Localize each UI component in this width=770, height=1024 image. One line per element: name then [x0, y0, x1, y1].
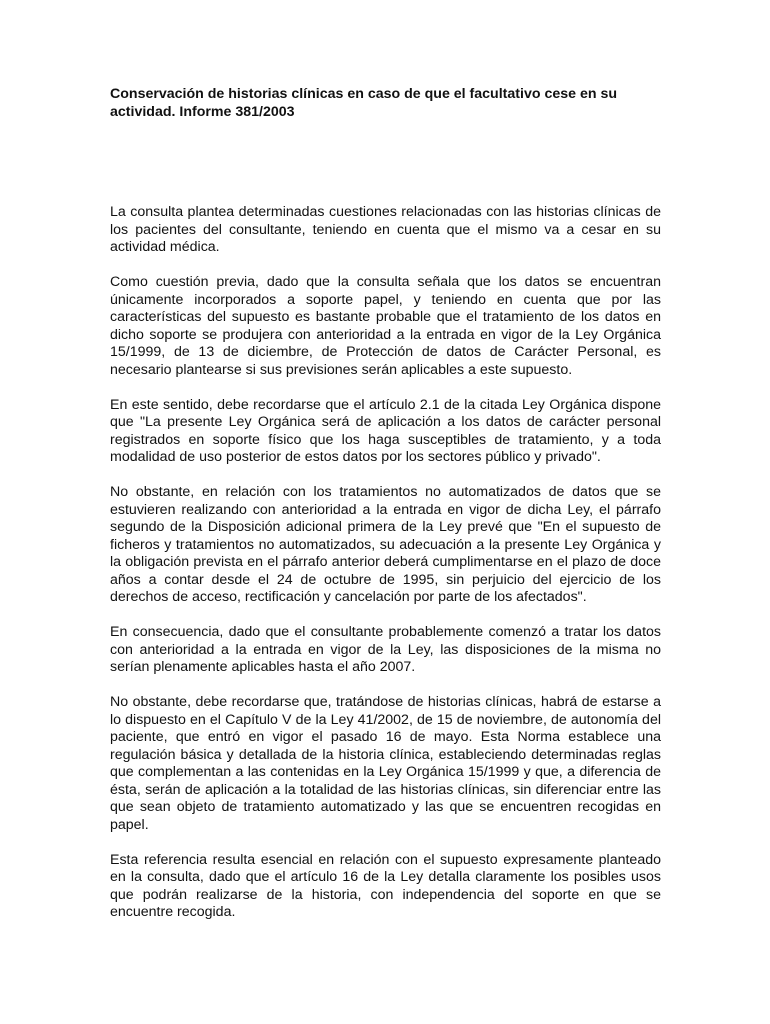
document-body [110, 204, 661, 922]
paragraph-4: No obstante, en relación con los tratamientos no automatizados de datos que se estuvieren realizando con anterioridad a la entrada en vigor de dicha Ley, el párrafo segundo de la Disposición adicional primera de la Ley prevé que "En el supuesto de ficheros y tratamientos no automatizados, su adecuación a la presente Ley Orgánica y la obligación prevista en el párrafo anterior deberá cumplimentarse en el plazo de doce años a contar desde el 24 de octubre de 1995, sin perjuicio del ejercicio de los derechos de acceso, rectificación y cancelación por parte de los afectados". [110, 484, 661, 605]
paragraph-5: En consecuencia, dado que el consultante probablemente comenzó a tratar los datos con anterioridad a la entrada en vigor de la Ley, las disposiciones de la misma no serían plenamente aplicables hasta el año 2007. [110, 624, 661, 675]
document-title: Conservación de historias clínicas en caso de que el facultativo cese en su actividad. Informe 381/2003 [110, 86, 618, 120]
document-page [110, 86, 661, 939]
paragraph-1: La consulta plantea determinadas cuestiones relacionadas con las historias clínicas de los pacientes del consultante, teniendo en cuenta que el mismo va a cesar en su actividad médica. [110, 204, 661, 255]
paragraph-7: Esta referencia resulta esencial en relación con el supuesto expresamente planteado en la consulta, dado que el artículo 16 de la Ley detalla claramente los posibles usos que podrán realizarse de la historia, con independencia del soporte en que se encuentre recogida. [110, 851, 661, 920]
paragraph-6: No obstante, debe recordarse que, tratándose de historias clínicas, habrá de estarse a lo dispuesto en el Capítulo V de la Ley 41/2002, de 15 de noviembre, de autonomía del paciente, que entró en vigor el pasado 16 de mayo. Esta Norma establece una regulación básica y detallada de la historia clínica, estableciendo determinadas reglas que complementan a las contenidas en la Ley Orgánica 15/1999 y que, a diferencia de ésta, serán de aplicación a la totalidad de las historias clínicas, sin diferenciar entre las que sean objeto de tratamiento automatizado y las que se encuentren recogidas en papel. [110, 694, 661, 833]
paragraph-3: En este sentido, debe recordarse que el artículo 2.1 de la citada Ley Orgánica dispone que "La presente Ley Orgánica será de aplicación a los datos de carácter personal registrados en soporte físico que los haga susceptibles de tratamiento, y a toda modalidad de uso posterior de estos datos por los sectores público y privado". [110, 396, 661, 465]
paragraph-2: Como cuestión previa, dado que la consulta señala que los datos se encuentran únicamente incorporados a soporte papel, y teniendo en cuenta que por las características del supuesto es bastante probable que el tratamiento de los datos en dicho soporte se produjera con anterioridad a la entrada en vigor de la Ley Orgánica 15/1999, de 13 de diciembre, de Protección de datos de Carácter Personal, es necesario plantearse si sus previsiones serán aplicables a este supuesto. [110, 274, 661, 378]
